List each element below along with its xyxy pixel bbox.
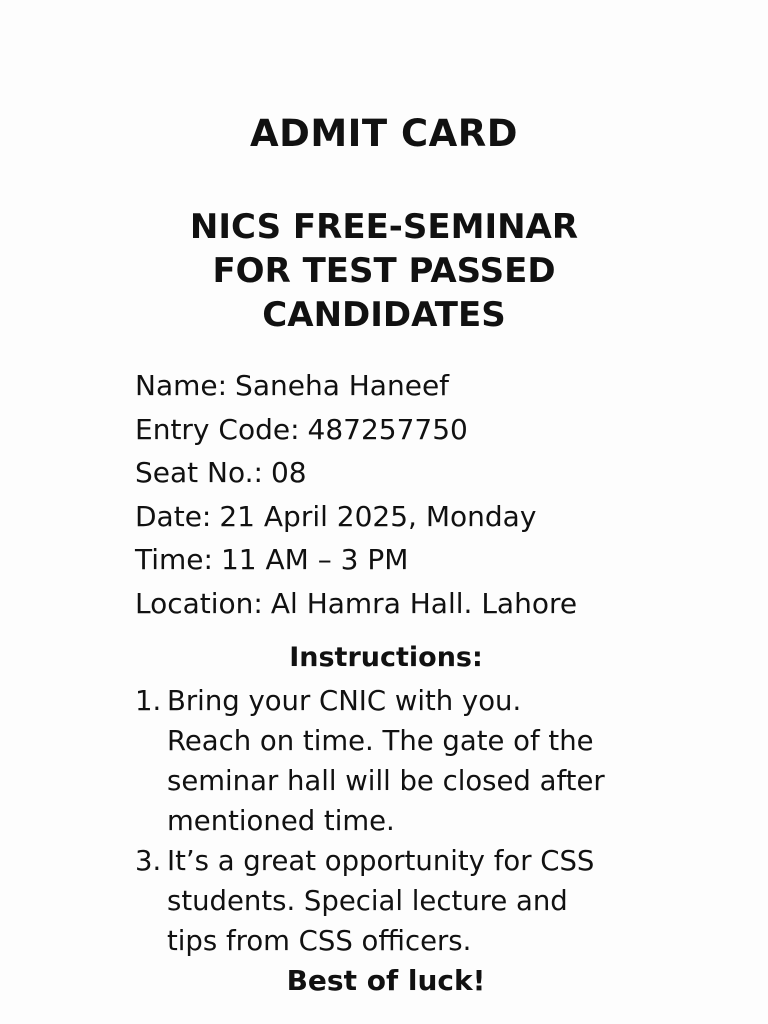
entry-code-value: 487257750 — [307, 412, 468, 446]
date-label: Date: — [135, 499, 212, 533]
seminar-title-line: CANDIDATES — [262, 295, 506, 335]
name-label: Name: — [135, 369, 228, 402]
instruction-line: seminar hall will be closed after — [167, 765, 605, 797]
instruction-number: 1. — [135, 685, 162, 717]
seminar-title-line: FOR TEST PASSED — [212, 251, 556, 291]
instruction-number: 3. — [135, 845, 162, 877]
location-row — [135, 582, 577, 626]
instruction-item — [135, 841, 655, 961]
instruction-line: tips from CSS officers. — [167, 925, 472, 957]
instruction-line: It’s a great opportunity for CSS — [167, 845, 595, 877]
entry-code-row — [135, 408, 577, 452]
closing-message: Best of luck! — [286, 964, 486, 997]
instruction-line: students. Special lecture and — [167, 885, 568, 917]
instruction-item — [135, 681, 655, 841]
instructions-list — [135, 681, 655, 961]
instruction-line: Reach on time. The gate of the — [167, 725, 594, 757]
name-value: Saneha Haneef — [235, 369, 450, 402]
time-row — [135, 538, 577, 582]
entry-code-label: Entry Code: — [135, 412, 300, 446]
time-label: Time: — [135, 543, 213, 576]
date-row — [135, 495, 577, 539]
instruction-line: mentioned time. — [167, 805, 395, 837]
seat-value: 08 — [270, 456, 307, 489]
time-value: 11 AM – 3 PM — [220, 543, 409, 576]
location-label: Location: — [135, 586, 263, 620]
seminar-title-line: NICS FREE-SEMINAR — [189, 207, 579, 247]
location-value: Al Hamra Hall. Lahore — [270, 586, 578, 620]
instruction-line: Bring your CNIC with you. — [167, 685, 522, 717]
seminar-title — [0, 205, 768, 337]
candidate-details — [135, 364, 577, 625]
name-row — [135, 364, 577, 408]
instructions-heading: Instructions: — [289, 642, 483, 673]
date-value: 21 April 2025, Monday — [219, 499, 537, 533]
card-title: ADMIT CARD — [249, 112, 519, 155]
seat-label: Seat No.: — [135, 456, 263, 489]
seat-row — [135, 451, 577, 495]
